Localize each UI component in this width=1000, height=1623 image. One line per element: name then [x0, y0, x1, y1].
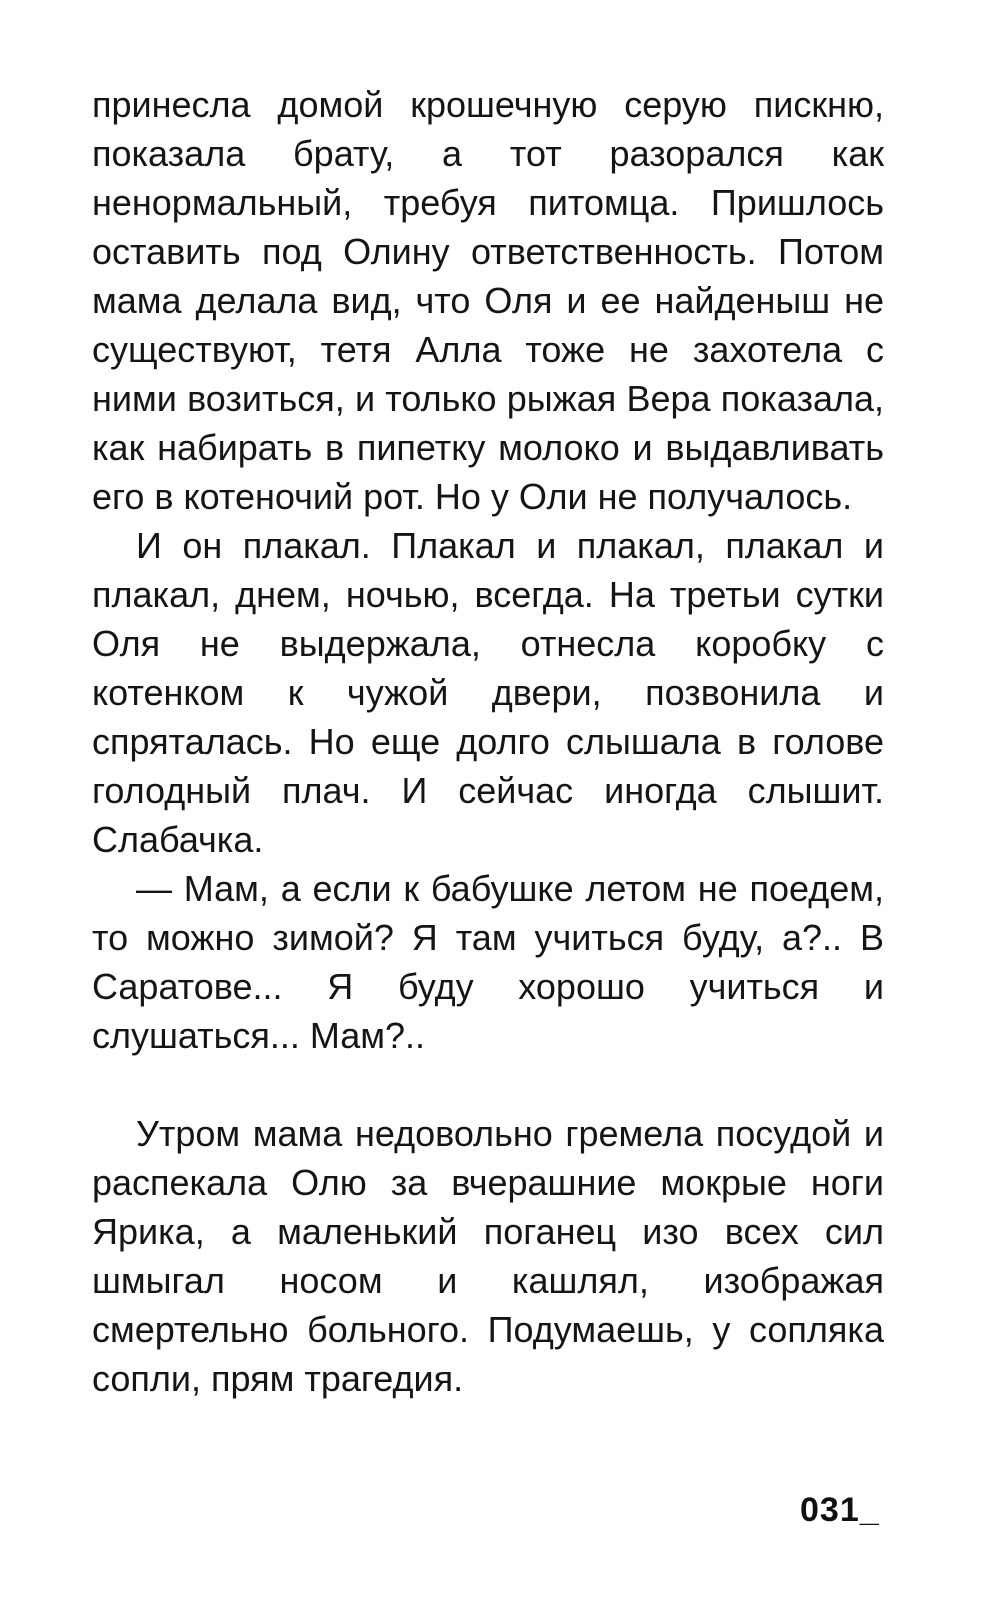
text-column: [92, 80, 884, 1403]
section-break: [92, 1060, 884, 1109]
page-number: 031_: [800, 1491, 880, 1529]
paragraph-2: И он плакал. Плакал и плакал, плакал и плакал, днем, ночью, всегда. На третьи сутки Оля не выдержала, отнесла коробку с котенком к чужой двери, позвонила и спряталась. Но еще долго слышала в голове голодный плач. И сейчас иногда слышит. Слабачка.: [92, 525, 884, 860]
paragraph-3: — Мам, а если к бабушке летом не поедем, то можно зимой? Я там учиться буду, а?.. В Саратове... Я буду хорошо учиться и слушаться... Мам?..: [92, 868, 884, 1056]
paragraph-1: принесла домой крошечную серую пискню, показала брату, а тот разорался как ненормальный, требуя питомца. Пришлось оставить под Олину ответственность. Потом мама делала вид, что Оля и ее найденыш не существуют, тетя Алла тоже не захотела с ними возиться, и только рыжая Вера показала, как набирать в пипетку молоко и выдавливать его в котеночий рот. Но у Оли не получалось.: [92, 84, 884, 517]
paragraph-4: Утром мама недовольно гремела посудой и распекала Олю за вчерашние мокрые ноги Ярика, а маленький поганец изо всех сил шмыгал носом и кашлял, изображая смертельно больного. Подумаешь, у сопляка сопли, прям трагедия.: [92, 1113, 884, 1399]
